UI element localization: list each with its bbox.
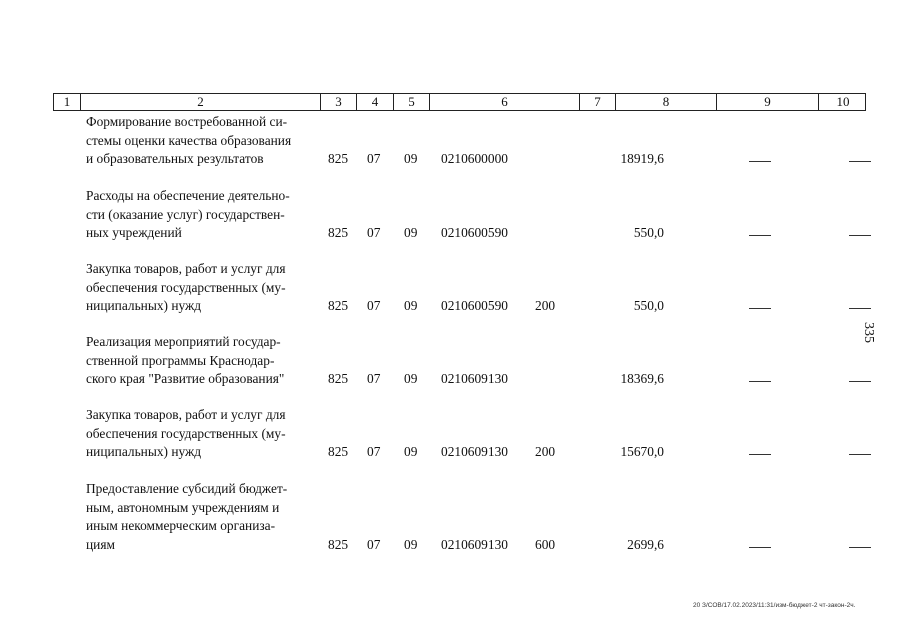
row-description-line: Закупка товаров, работ и услуг для xyxy=(86,261,286,276)
row-description-line: обеспечения государственных (му- xyxy=(86,425,286,441)
section-code: 07 xyxy=(367,371,381,386)
empty-value-dash xyxy=(749,547,771,548)
amount-value: 15670,0 xyxy=(620,444,664,459)
amount-value: 550,0 xyxy=(633,225,664,240)
expense-type-code: 600 xyxy=(535,536,556,552)
row-description-line: обеспечения государственных (му- xyxy=(86,279,286,295)
row-description-line: ниципальных) нужд xyxy=(86,444,202,459)
row-description-line: и образовательных результатов xyxy=(86,151,264,166)
grbs-code: 825 xyxy=(328,536,349,552)
grbs-code: 825 xyxy=(328,444,349,459)
row-description-line: ниципальных) нужд xyxy=(86,298,202,313)
subsection-code: 09 xyxy=(404,371,418,386)
row-description-line: Формирование востребованной си- xyxy=(86,114,288,129)
expense-type-code: 200 xyxy=(535,298,556,313)
column-header-10: 10 xyxy=(836,94,850,109)
row-description-line: ных учреждений xyxy=(86,225,182,240)
section-code: 07 xyxy=(367,444,381,459)
subsection-code: 09 xyxy=(404,225,418,240)
column-header-9: 9 xyxy=(717,94,819,110)
column-header-7: 7 xyxy=(580,94,616,110)
empty-value-dash xyxy=(849,381,871,382)
subsection-code: 09 xyxy=(404,298,418,313)
expense-type-code: 200 xyxy=(535,444,556,459)
empty-value-dash xyxy=(749,454,771,455)
section-code: 07 xyxy=(367,298,381,313)
grbs-code: 825 xyxy=(328,298,349,313)
section-code: 07 xyxy=(367,151,381,166)
empty-value-dash xyxy=(849,547,871,548)
row-description-line: сти (оказание услуг) государствен- xyxy=(86,206,285,222)
column-header-2: 2 xyxy=(81,94,321,110)
target-article-code: 0210609130 xyxy=(441,536,508,552)
row-description-line: ственной программы Краснодар- xyxy=(86,352,275,368)
column-header-8: 8 xyxy=(616,94,717,110)
subsection-code: 09 xyxy=(404,151,418,166)
target-article-code: 0210600590 xyxy=(441,225,508,240)
row-description-line: Предоставление субсидий бюджет- xyxy=(86,481,288,496)
subsection-code: 09 xyxy=(404,444,418,459)
empty-value-dash xyxy=(749,308,771,309)
row-description-line: циям xyxy=(86,536,115,552)
target-article-code: 0210609130 xyxy=(441,444,508,459)
amount-value: 18919,6 xyxy=(620,151,664,166)
footer-stamp: 20 З/СОВ/17.02.2023/11:31/изм-бюджет-2 чт-закон-2ч. xyxy=(693,602,856,609)
column-header-3: 3 xyxy=(321,94,357,110)
section-code: 07 xyxy=(367,225,381,240)
empty-value-dash xyxy=(849,235,871,236)
empty-value-dash xyxy=(849,161,871,162)
amount-value: 550,0 xyxy=(633,298,664,313)
column-header-row xyxy=(53,93,866,111)
section-code: 07 xyxy=(367,536,381,552)
row-description-line: ского края "Развитие образования" xyxy=(86,371,285,386)
target-article-code: 0210609130 xyxy=(441,371,508,386)
grbs-code: 825 xyxy=(328,225,349,240)
row-description-line: ным, автономным учреждениям и xyxy=(86,499,280,515)
column-header-6: 6 xyxy=(430,94,580,110)
empty-value-dash xyxy=(749,381,771,382)
empty-value-dash xyxy=(749,161,771,162)
amount-value: 2699,6 xyxy=(627,536,664,552)
row-description-line: Закупка товаров, работ и услуг для xyxy=(86,407,286,422)
target-article-code: 0210600000 xyxy=(441,151,508,166)
page-number: 335 xyxy=(861,322,876,343)
row-description-line: Реализация мероприятий государ- xyxy=(86,334,281,349)
grbs-code: 825 xyxy=(328,371,349,386)
empty-value-dash xyxy=(849,454,871,455)
column-header-5: 5 xyxy=(394,94,430,110)
grbs-code: 825 xyxy=(328,151,349,166)
target-article-code: 0210600590 xyxy=(441,298,508,313)
empty-value-dash xyxy=(749,235,771,236)
column-header-4: 4 xyxy=(357,94,394,110)
row-description-line: стемы оценки качества образования xyxy=(86,132,292,148)
row-description-line: иным некоммерческим организа- xyxy=(86,518,276,533)
column-header-1: 1 xyxy=(54,94,81,110)
subsection-code: 09 xyxy=(404,536,418,552)
row-description-line: Расходы на обеспечение деятельно- xyxy=(86,188,290,203)
amount-value: 18369,6 xyxy=(620,371,664,386)
empty-value-dash xyxy=(849,308,871,309)
